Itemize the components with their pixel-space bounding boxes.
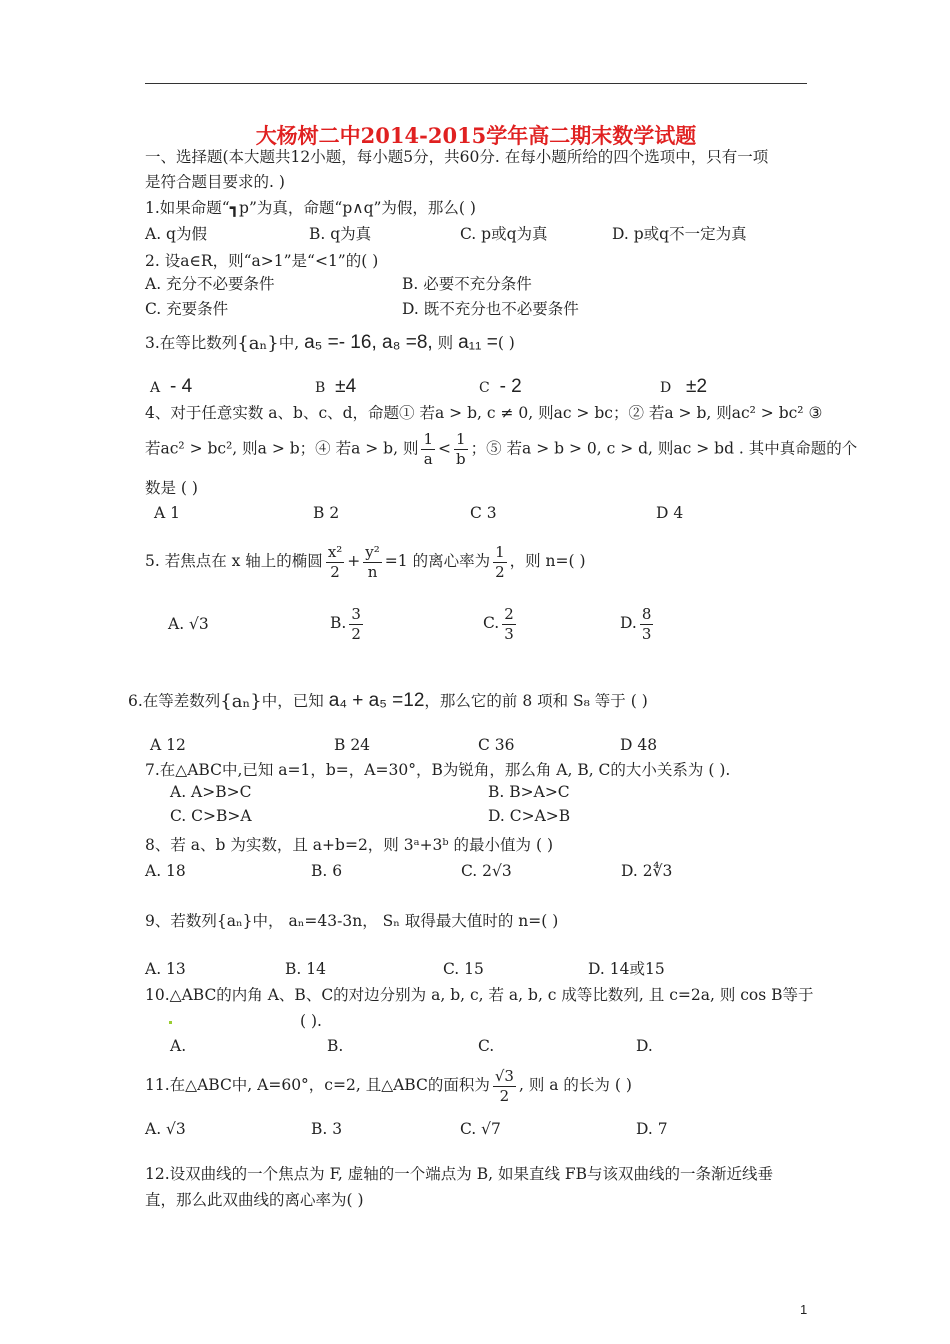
page-title: 大杨树二中2014-2015学年高二期末数学试题	[255, 123, 697, 148]
q8-option-a: A. 18	[145, 862, 186, 880]
q6-option-c: C 36	[478, 736, 515, 754]
q3-option-d: D ±2	[660, 376, 708, 397]
q11-fraction: $\frac{√3}{2}$	[494, 1066, 514, 1105]
q2-option-b: B. 必要不充分条件	[402, 275, 532, 293]
q9-stem: 9、若数列{aₙ}中， aₙ=43-3n， Sₙ 取得最大值时的 n=( )	[145, 912, 559, 930]
q4-line2: 若ac² > bc², 则a > b；④ 若a > b, 则 $\frac{1}{a}$ < $\frac{1}{b}$ ；⑤ 若a > b > 0, c > d, 则ac > bd . 其中真命题的个	[145, 430, 858, 468]
section-intro-line1: 一、选择题(本大题共12小题，每小题5分，共60分. 在每小题所给的四个选项中，只有一项	[145, 148, 769, 166]
q9-option-a: A. 13	[145, 960, 186, 978]
q3-target: a₁₁ =	[458, 332, 498, 353]
q5-option-c: C. $\frac{2}{3}$	[483, 604, 514, 643]
q2-stem: 2. 设a∈R，则“a>1”是“<1”的( )	[145, 252, 379, 270]
q5-option-b: B. $\frac{3}{2}$	[330, 604, 361, 643]
q4-option-a: A 1	[154, 504, 180, 522]
q1-option-a: A. q为假	[145, 225, 207, 243]
page-number: 1	[800, 1302, 808, 1317]
q8-option-b: B. 6	[311, 862, 343, 880]
q1-option-d: D. p或q不一定为真	[612, 225, 747, 243]
q10-stem: 10.△ABC的内角 A、B、C的对边分别为 a, b, c, 若 a, b, c 成等比数列, 且 c=2a, 则 cos B等于	[145, 986, 814, 1004]
q4-line3: 数是 ( )	[145, 479, 198, 497]
q3-stem-mid: 中,	[278, 334, 300, 352]
q3-then: 则	[437, 334, 454, 352]
q8-stem: 8、若 a、b 为实数，且 a+b=2，则 3ᵃ+3ᵇ 的最小值为 ( )	[145, 836, 553, 854]
q7-option-c: C. C>B>A	[170, 807, 252, 825]
q10-option-c: C.	[478, 1037, 495, 1055]
q2-option-c: C. 充要条件	[145, 300, 229, 318]
q5-fraction-y: $\frac{\text{y²}}{n}$	[365, 542, 380, 581]
q1-option-c: C. p或q为真	[460, 225, 548, 243]
q8-option-c: C. 2√3	[461, 862, 512, 880]
q6-option-d: D 48	[620, 736, 658, 754]
q7-option-b: B. B>A>C	[488, 783, 570, 801]
q7-option-a: A. A>B>C	[170, 783, 252, 801]
q12-line1: 12.设双曲线的一个焦点为 F, 虚轴的一个端点为 B, 如果直线 FB与该双曲线的一条渐近线垂	[145, 1165, 774, 1183]
q3-sequence: {aₙ}	[237, 333, 279, 354]
q3-option-a: A - 4	[150, 376, 193, 397]
q9-option-d: D. 14或15	[588, 960, 665, 978]
q4-fraction-1a: $\frac{1}{a}$	[423, 430, 433, 468]
q3-option-b: B ±4	[315, 376, 357, 397]
q6-sequence: {aₙ}	[220, 691, 262, 712]
q11-option-a: A. √3	[145, 1120, 186, 1138]
q7-stem: 7.在△ABC中,已知 a=1，b=，A=30°，B为锐角，那么角 A, B, C的大小关系为 ( ).	[145, 761, 731, 779]
q1-option-b: B. q为真	[309, 225, 372, 243]
header-rule	[145, 83, 807, 84]
q3-stem	[145, 332, 515, 355]
q6-stem: 6.在等差数列{aₙ}中，已知 a₄ + a₅ =12，那么它的前 8 项和 S₈ 等于 ( )	[128, 690, 648, 712]
q10-paren: ( ).	[300, 1012, 322, 1030]
q11-option-c: C. √7	[460, 1120, 501, 1138]
q4-option-b: B 2	[313, 504, 340, 522]
q2-option-a: A. 充分不必要条件	[145, 275, 275, 293]
q3-stem-pre: 3.在等比数列	[145, 334, 238, 352]
section-intro-line2: 是符合题目要求的. )	[145, 173, 285, 191]
q6-condition: a₄ + a₅ =12	[328, 690, 425, 711]
q4-option-c: C 3	[470, 504, 497, 522]
q4-line1: 4、对于任意实数 a、b、c、d，命题① 若a > b, c ≠ 0, 则ac > bc；② 若a > b, 则ac² > bc² ③	[145, 404, 823, 422]
q5-option-a: A. √3	[168, 615, 209, 633]
q12-line2: 直，那么此双曲线的离心率为( )	[145, 1191, 364, 1209]
q11-stem: 11.在△ABC中, A=60°，c=2, 且△ABC的面积为 $\frac{√3}{2}$ , 则 a 的长为 ( )	[145, 1066, 632, 1105]
q5-option-d: D. $\frac{8}{3}$	[620, 604, 652, 643]
q6-option-b: B 24	[334, 736, 371, 754]
q5-fraction-e: $\frac{1}{2}$	[495, 542, 505, 581]
q10-marker	[165, 1010, 176, 1032]
q11-option-b: B. 3	[311, 1120, 343, 1138]
q7-option-d: D. C>A>B	[488, 807, 571, 825]
q2-option-d: D. 既不充分也不必要条件	[402, 300, 579, 318]
q10-option-d: D.	[636, 1037, 653, 1055]
q10-option-b: B.	[327, 1037, 344, 1055]
q9-option-b: B. 14	[285, 960, 326, 978]
q11-option-d: D. 7	[636, 1120, 668, 1138]
q3-option-c: C - 2	[479, 376, 522, 397]
q10-option-a: A.	[170, 1037, 187, 1055]
q1-stem: 1.如果命题“┓p”为真，命题“p∧q”为假，那么( )	[145, 199, 476, 217]
q3-condition: a₅ =- 16, a₈ =8,	[304, 332, 433, 353]
q8-option-d: D. 2∜3	[621, 862, 673, 880]
q5-fraction-x: $\frac{\text{x²}}{2}$	[327, 542, 343, 581]
q5-stem: 5. 若焦点在 x 轴上的椭圆 $\frac{\text{x²}}{2}$ + $\frac{\text{y²}}{n}$ =1 的离心率为 $\frac{1}{2}$ ，则 n=( )	[145, 542, 586, 581]
q3-paren: ( )	[497, 334, 515, 352]
q6-option-a: A 12	[150, 736, 186, 754]
q4-option-d: D 4	[656, 504, 684, 522]
q9-option-c: C. 15	[443, 960, 484, 978]
q4-fraction-1b: $\frac{1}{b}$	[456, 430, 466, 468]
